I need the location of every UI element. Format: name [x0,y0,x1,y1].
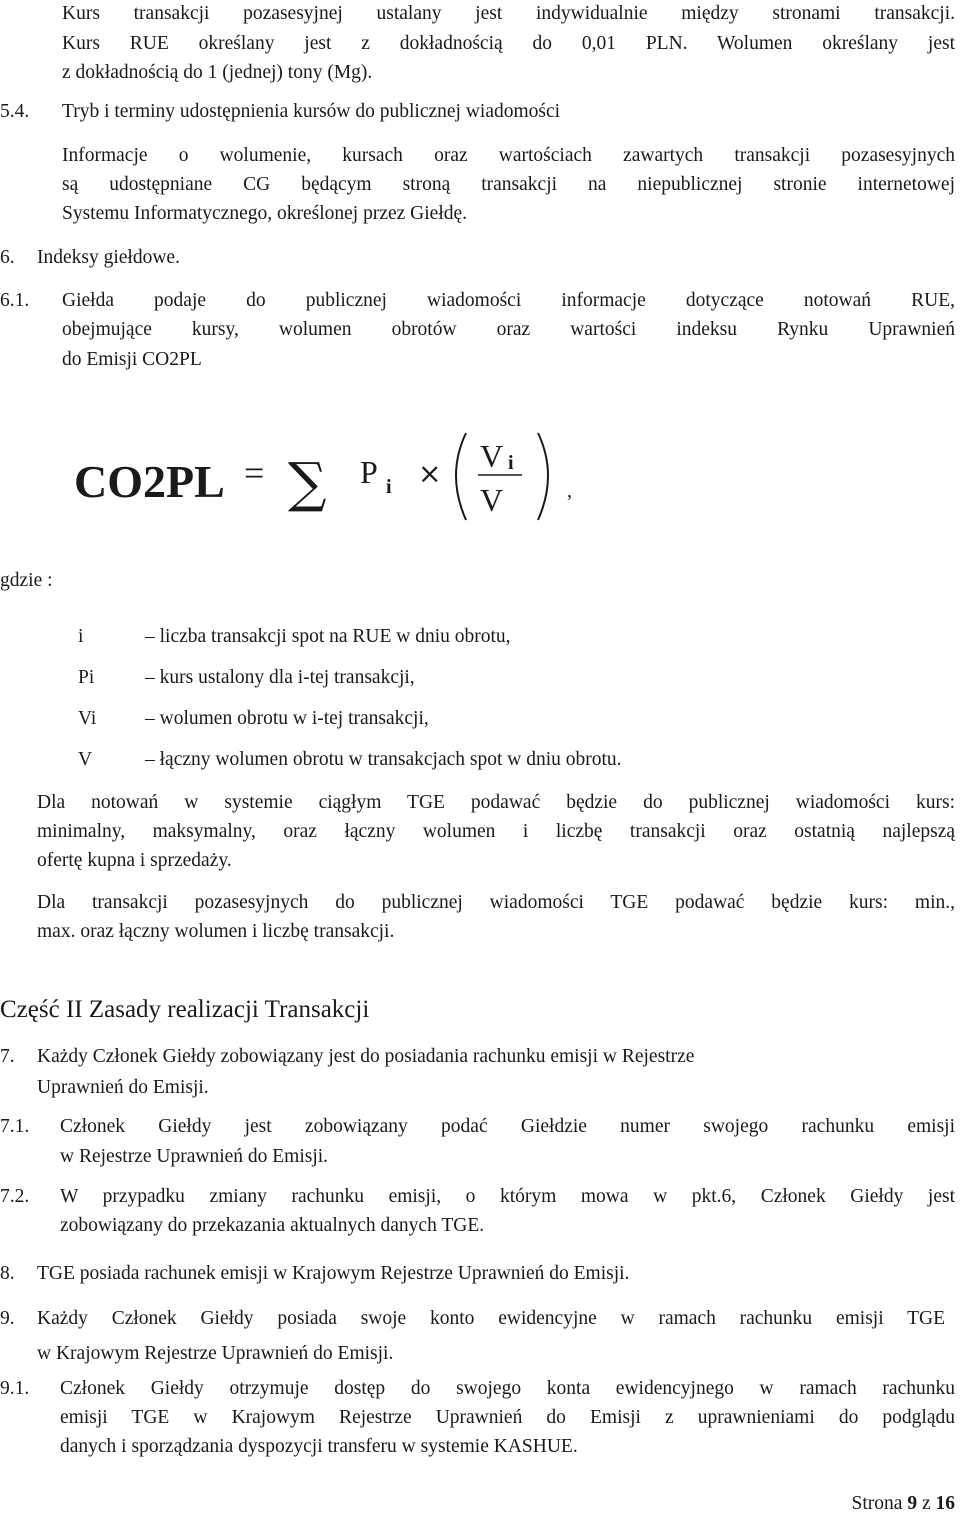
section-number-7-1: 7.1. [0,1116,30,1137]
co2pl-index-formula [70,425,610,535]
continuous-line-3: ofertę kupna i sprzedaży. [37,850,232,871]
section-number-7-2: 7.2. [0,1186,30,1207]
section-5-4-line-2: są udostępniane CG będącym stroną transakcji na niepublicznej stronie internetowej [62,174,955,195]
formula-p: P [360,454,378,490]
footer-label: Strona [851,1493,903,1514]
section-9-1-line-1: Członek Giełdy otrzymuje dostęp do swojego konta ewidencyjnego w ramach rachunku [60,1378,955,1399]
section-6-1-line-2: obejmujące kursy, wolumen obrotów oraz wartości indeksu Rynku Uprawnień [62,319,955,340]
formula-p-subscript: i [386,476,392,498]
section-6-1-line-3: do Emisji CO2PL [62,349,202,370]
section-number-9-1: 9.1. [0,1378,30,1399]
section-8-line-1: TGE posiada rachunek emisji w Krajowym Rejestrze Uprawnień do Emisji. [37,1263,630,1284]
section-5-4-line-1: Informacje o wolumenie, kursach oraz wartościach zawartych transakcji pozasesyjnych [62,145,955,166]
section-7-line-1: Każdy Członek Giełdy zobowiązany jest do posiadania rachunku emisji w Rejestrze [37,1046,695,1067]
section-7-2-line-2: zobowiązany do przekazania aktualnych danych TGE. [60,1215,485,1236]
section-number-6: 6. [0,247,15,268]
section-number-6-1: 6.1. [0,290,30,311]
definition-desc-i: – liczba transakcji spot na RUE w dniu obrotu, [145,626,511,647]
formula-lhs: CO2PL [74,456,225,507]
footer-of: z [921,1493,931,1514]
formula-right-paren [538,433,548,520]
section-7-line-2: Uprawnień do Emisji. [37,1077,209,1098]
part-2-heading: Część II Zasady realizacji Transakcji [0,996,370,1023]
footer-total-pages: 16 [935,1493,955,1514]
continuous-line-2: minimalny, maksymalny, oraz łączny wolumen i liczbę transakcji oraz ostatnią najlepszą [37,821,955,842]
definition-desc-pi: – kurs ustalony dla i-tej transakcji, [145,667,415,688]
formula-sum-symbol: ∑ [288,451,327,514]
intro-line-2: Kurs RUE określany jest z dokładnością do 0,01 PLN. Wolumen określany jest [62,33,955,54]
section-number-5-4: 5.4. [0,101,30,122]
section-9-1-line-3: danych i sporządzania dyspozycji transferu w systemie KASHUE. [60,1436,578,1457]
intro-line-1: Kurs transakcji pozasesyjnej ustalany jest indywidualnie między stronami transakcji. [62,3,955,24]
definition-symbol-pi: Pi [78,667,95,688]
formula-numerator-subscript: i [508,452,514,474]
continuous-line-1: Dla notowań w systemie ciągłym TGE podawać będzie do publicznej wiadomości kurs: [37,792,955,813]
definition-symbol-v: V [78,749,93,770]
definition-desc-vi: – wolumen obrotu w i-tej transakcji, [145,708,429,729]
where-label: gdzie : [0,570,53,591]
section-9-line-1: Każdy Członek Giełdy posiada swoje konto ewidencyjne w ramach rachunku emisji TGE [37,1308,945,1329]
offsession-line-2: max. oraz łączny wolumen i liczbę transakcji. [37,921,395,942]
section-number-9: 9. [0,1308,15,1329]
formula-equals: = [244,453,265,493]
section-7-2-line-1: W przypadku zmiany rachunku emisji, o którym mowa w pkt.6, Członek Giełdy jest [60,1186,955,1207]
section-9-1-line-2: emisji TGE w Krajowym Rejestrze Uprawnień do Emisji z uprawnieniami do podglądu [60,1407,955,1428]
section-title-6: Indeksy giełdowe. [37,247,180,268]
section-number-8: 8. [0,1263,15,1284]
offsession-line-1: Dla transakcji pozasesyjnych do publicznej wiadomości TGE podawać będzie kurs: min., [37,892,955,913]
formula-left-paren [456,433,466,520]
section-5-4-line-3: Systemu Informatycznego, określonej przez Giełdę. [62,203,468,224]
section-number-7: 7. [0,1046,15,1067]
section-6-1-line-1: Giełda podaje do publicznej wiadomości informacje dotyczące notowań RUE, [62,290,955,311]
definition-symbol-vi: Vi [78,708,97,729]
formula-comma: , [567,480,572,502]
section-9-line-2: w Krajowym Rejestrze Uprawnień do Emisji. [37,1343,394,1364]
section-7-1-line-1: Członek Giełdy jest zobowiązany podać Giełdzie numer swojego rachunku emisji [60,1116,955,1137]
section-7-1-line-2: w Rejestrze Uprawnień do Emisji. [60,1146,329,1167]
page-footer [852,1494,955,1514]
formula-times: × [418,457,442,490]
definition-symbol-i: i [78,626,84,647]
section-title-5-4: Tryb i terminy udostępnienia kursów do publicznej wiadomości [62,101,561,122]
intro-line-3: z dokładnością do 1 (jednej) tony (Mg). [62,62,373,83]
footer-page-number: 9 [907,1493,918,1514]
definition-desc-v: – łączny wolumen obrotu w transakcjach spot w dniu obrotu. [145,749,622,770]
formula-denominator: V [480,482,504,518]
formula-numerator: V [480,438,504,474]
